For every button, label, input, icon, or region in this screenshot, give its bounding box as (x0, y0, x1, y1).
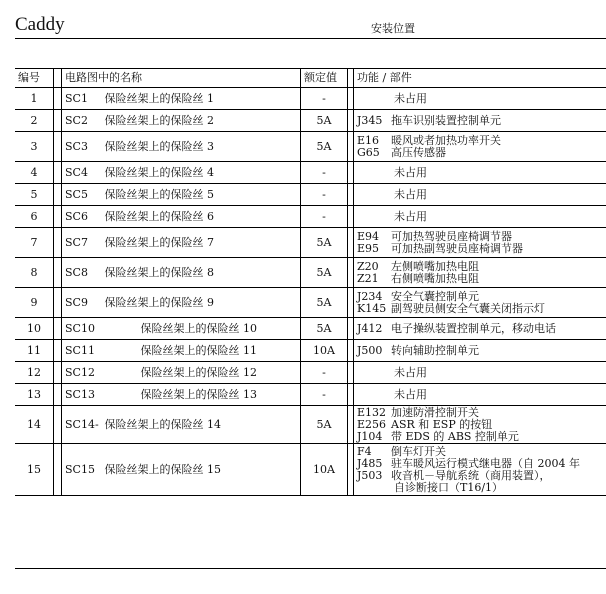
fuse-rating: 10A (301, 444, 348, 496)
function-line (357, 367, 603, 379)
function-cell (354, 258, 606, 288)
function-cell (354, 132, 606, 162)
component-description: 副驾驶员侧安全气囊关闭指示灯 (391, 301, 545, 315)
fuse-number: 3 (15, 132, 54, 162)
circuit-name-cell (62, 184, 301, 206)
component-description: 可加热副驾驶员座椅调节器 (391, 241, 523, 255)
component-code: J485 (357, 456, 383, 470)
component-code: E94 (357, 229, 380, 243)
column-gap (54, 88, 62, 110)
function-cell (354, 340, 606, 362)
component-description: 驻车暖风运行模式继电器（自 2004 年 (391, 456, 580, 470)
function-line (357, 93, 603, 105)
fuse-rating: - (301, 162, 348, 184)
table-row (15, 258, 606, 288)
function-cell (354, 206, 606, 228)
fuse-table (15, 68, 606, 496)
circuit-code: SC11 (65, 343, 95, 357)
circuit-name: 保险丝架上的保险丝 10 (140, 321, 257, 335)
table-row (15, 340, 606, 362)
column-gap (54, 206, 62, 228)
circuit-name-cell (62, 132, 301, 162)
function-line (357, 115, 603, 127)
function-cell (354, 318, 606, 340)
circuit-code: SC6 (65, 209, 88, 223)
circuit-name-cell (62, 340, 301, 362)
column-header-rating: 额定值 (301, 69, 348, 88)
component-description: 可加热驾驶员座椅调节器 (391, 229, 512, 243)
fuse-rating: 5A (301, 110, 348, 132)
circuit-name-cell (62, 162, 301, 184)
function-line (357, 243, 603, 255)
circuit-name: 保险丝架上的保险丝 6 (104, 209, 214, 223)
function-line (357, 167, 603, 179)
column-gap (54, 362, 62, 384)
fuse-table-body (15, 88, 606, 496)
fuse-number: 1 (15, 88, 54, 110)
function-cell (354, 406, 606, 444)
table-row (15, 384, 606, 406)
component-code: J503 (357, 468, 383, 482)
component-code: Z21 (357, 271, 379, 285)
circuit-name: 保险丝架上的保险丝 12 (140, 365, 257, 379)
component-description: 高压传感器 (391, 145, 446, 159)
column-gap (54, 69, 62, 88)
column-gap (54, 406, 62, 444)
column-gap (54, 340, 62, 362)
function-line (357, 431, 603, 443)
function-line (357, 345, 603, 357)
component-description: 未占用 (394, 91, 427, 105)
component-description: 未占用 (394, 187, 427, 201)
column-header-name: 电路图中的名称 (62, 69, 301, 88)
circuit-name-cell (62, 444, 301, 496)
table-row (15, 288, 606, 318)
function-cell (354, 88, 606, 110)
fuse-number: 15 (15, 444, 54, 496)
component-description: 自诊断接口（T16/1） (394, 480, 504, 494)
function-line (357, 389, 603, 401)
component-code: K145 (357, 301, 387, 315)
fuse-number: 8 (15, 258, 54, 288)
circuit-name-cell (62, 258, 301, 288)
fuse-rating: 5A (301, 318, 348, 340)
function-cell (354, 444, 606, 496)
circuit-name: 保险丝架上的保险丝 13 (140, 387, 257, 401)
fuse-rating: 5A (301, 288, 348, 318)
table-row (15, 318, 606, 340)
column-gap (54, 288, 62, 318)
fuse-rating: - (301, 206, 348, 228)
column-gap (54, 318, 62, 340)
component-code: J500 (357, 343, 383, 357)
component-description: 安全气囊控制单元 (391, 289, 479, 303)
component-code: J234 (357, 289, 383, 303)
column-gap (54, 384, 62, 406)
fuse-rating: - (301, 362, 348, 384)
column-gap (54, 132, 62, 162)
fuse-rating: 5A (301, 228, 348, 258)
fuse-rating: - (301, 384, 348, 406)
circuit-name: 保险丝架上的保险丝 15 (104, 462, 221, 476)
circuit-code: SC4 (65, 165, 88, 179)
column-gap (54, 184, 62, 206)
component-code: J412 (357, 321, 383, 335)
circuit-code: SC15 (65, 462, 95, 476)
component-description: 转向辅助控制单元 (391, 343, 479, 357)
component-code: E132 (357, 405, 387, 419)
function-cell (354, 110, 606, 132)
component-code: G65 (357, 145, 380, 159)
component-description: 未占用 (394, 165, 427, 179)
fuse-number: 14 (15, 406, 54, 444)
circuit-name: 保险丝架上的保险丝 3 (104, 139, 214, 153)
fuse-number: 6 (15, 206, 54, 228)
fuse-rating: - (301, 184, 348, 206)
circuit-name-cell (62, 362, 301, 384)
column-gap (54, 444, 62, 496)
fuse-number: 9 (15, 288, 54, 318)
column-gap (54, 258, 62, 288)
circuit-name: 保险丝架上的保险丝 11 (140, 343, 257, 357)
footer-rule (15, 568, 606, 569)
table-header-row (15, 69, 606, 88)
circuit-name-cell (62, 384, 301, 406)
circuit-name: 保险丝架上的保险丝 7 (104, 235, 214, 249)
table-row (15, 362, 606, 384)
fuse-number: 2 (15, 110, 54, 132)
table-row (15, 88, 606, 110)
function-line (357, 273, 603, 285)
fuse-number: 5 (15, 184, 54, 206)
function-cell (354, 184, 606, 206)
page-title: 安装位置 (371, 22, 415, 35)
function-line (357, 147, 603, 159)
component-description: 带 EDS 的 ABS 控制单元 (391, 429, 519, 443)
table-row (15, 228, 606, 258)
table-row (15, 444, 606, 496)
circuit-code: SC13 (65, 387, 95, 401)
column-gap (54, 228, 62, 258)
component-code: E256 (357, 417, 387, 431)
circuit-name: 保险丝架上的保险丝 9 (104, 295, 214, 309)
table-row (15, 162, 606, 184)
circuit-code: SC10 (65, 321, 95, 335)
function-cell (354, 362, 606, 384)
fuse-rating: 10A (301, 340, 348, 362)
circuit-name-cell (62, 318, 301, 340)
circuit-name-cell (62, 406, 301, 444)
circuit-code: SC12 (65, 365, 95, 379)
fuse-number: 10 (15, 318, 54, 340)
fuse-number: 13 (15, 384, 54, 406)
component-description: 加速防滑控制开关 (391, 405, 479, 419)
component-code: E16 (357, 133, 380, 147)
component-description: 倒车灯开关 (391, 444, 446, 458)
function-cell (354, 228, 606, 258)
circuit-code: SC2 (65, 113, 88, 127)
fuse-rating: 5A (301, 132, 348, 162)
component-code: E95 (357, 241, 380, 255)
component-code: J104 (357, 429, 383, 443)
table-row (15, 184, 606, 206)
component-description: 未占用 (394, 365, 427, 379)
component-code: Z20 (357, 259, 379, 273)
circuit-name: 保险丝架上的保险丝 2 (104, 113, 214, 127)
circuit-code: SC5 (65, 187, 88, 201)
fuse-rating: 5A (301, 406, 348, 444)
fuse-number: 12 (15, 362, 54, 384)
circuit-code: SC9 (65, 295, 88, 309)
component-description: 电子操纵装置控制单元，移动电话 (391, 321, 556, 335)
component-description: 暖风或者加热功率开关 (391, 133, 501, 147)
header-rule (15, 38, 606, 39)
table-row (15, 110, 606, 132)
function-line (357, 189, 603, 201)
circuit-name-cell (62, 228, 301, 258)
component-code: F4 (357, 444, 372, 458)
circuit-name: 保险丝架上的保险丝 5 (104, 187, 214, 201)
table-row (15, 206, 606, 228)
function-line (357, 211, 603, 223)
component-description: 收音机－导航系统（商用装置）， (391, 468, 551, 482)
circuit-name: 保险丝架上的保险丝 4 (104, 165, 214, 179)
component-description: 右侧喷嘴加热电阻 (391, 271, 479, 285)
function-cell (354, 288, 606, 318)
circuit-name-cell (62, 206, 301, 228)
fuse-number: 4 (15, 162, 54, 184)
page-brand: Caddy (15, 14, 65, 35)
table-row (15, 406, 606, 444)
column-header-num: 编号 (15, 69, 54, 88)
function-cell (354, 384, 606, 406)
component-description: 未占用 (394, 387, 427, 401)
circuit-code: SC8 (65, 265, 88, 279)
circuit-code: SC3 (65, 139, 88, 153)
circuit-name: 保险丝架上的保险丝 14 (104, 417, 221, 431)
column-gap (54, 110, 62, 132)
component-description: 未占用 (394, 209, 427, 223)
function-cell (354, 162, 606, 184)
circuit-name: 保险丝架上的保险丝 1 (104, 91, 214, 105)
component-code: J345 (357, 113, 383, 127)
fuse-number: 11 (15, 340, 54, 362)
component-description: ASR 和 ESP 的按钮 (391, 417, 493, 431)
function-line (357, 323, 603, 335)
component-description: 左侧喷嘴加热电阻 (391, 259, 479, 273)
circuit-code: SC1 (65, 91, 88, 105)
column-header-function: 功能 / 部件 (354, 69, 606, 88)
fuse-rating: - (301, 88, 348, 110)
circuit-code: SC7 (65, 235, 88, 249)
circuit-name-cell (62, 110, 301, 132)
fuse-rating: 5A (301, 258, 348, 288)
fuse-number: 7 (15, 228, 54, 258)
function-line (357, 482, 603, 494)
component-description: 拖车识别装置控制单元 (391, 113, 501, 127)
circuit-code: SC14- (65, 417, 99, 431)
table-row (15, 132, 606, 162)
function-line (357, 303, 603, 315)
column-gap (54, 162, 62, 184)
circuit-name: 保险丝架上的保险丝 8 (104, 265, 214, 279)
circuit-name-cell (62, 288, 301, 318)
circuit-name-cell (62, 88, 301, 110)
